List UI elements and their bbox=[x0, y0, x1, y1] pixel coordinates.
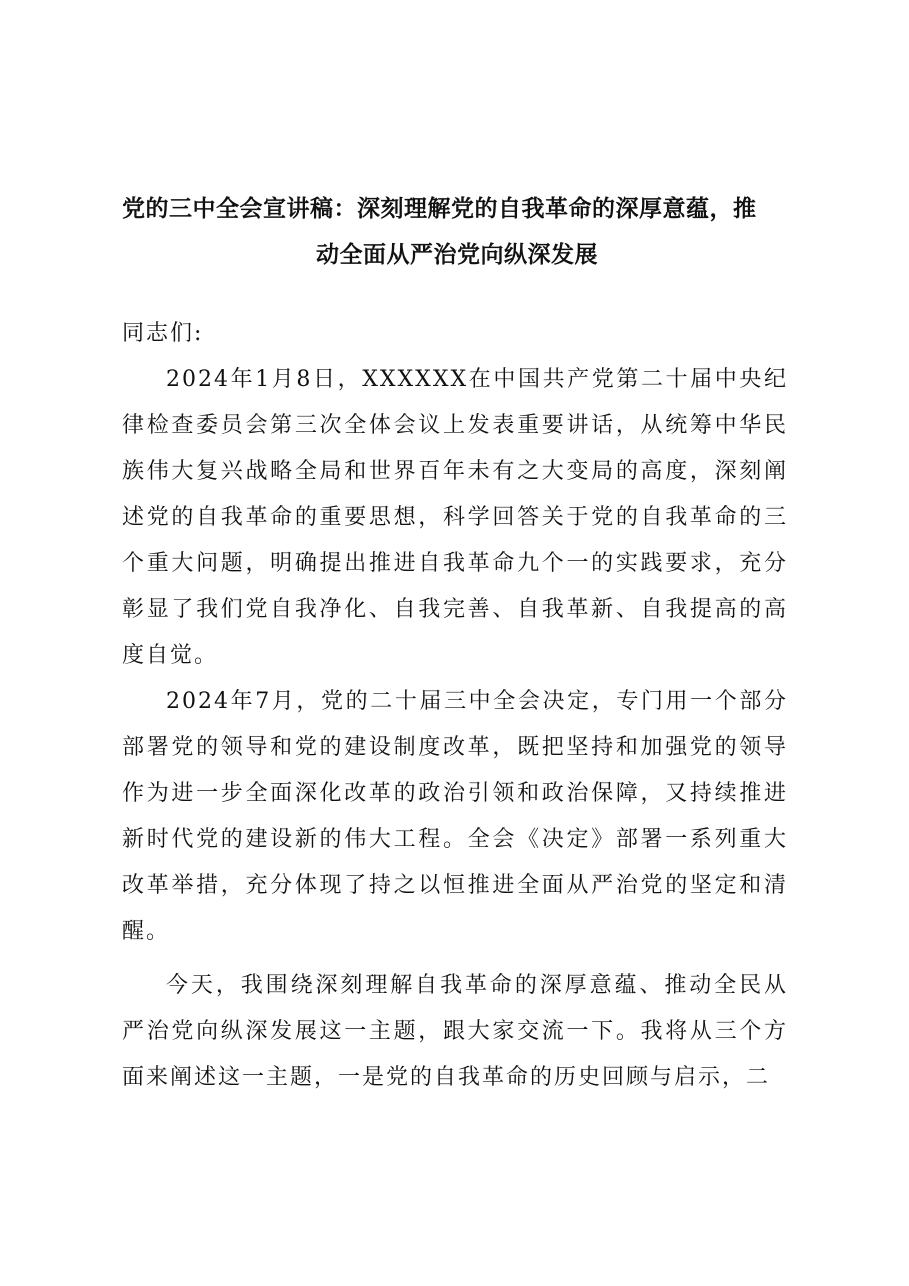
document-body bbox=[122, 311, 788, 1101]
document-title bbox=[122, 186, 792, 278]
title-line-2: 动全面从严治党向纵深发展 bbox=[316, 242, 598, 268]
paragraph-3: 今天，我围绕深刻理解自我革命的深厚意蕴、推动全民从严治党向纵深发展这一主题，跟大家交流一下。我将从三个方面来阐述这一主题，一是党的自我革命的历史回顾与启示，二 bbox=[122, 973, 788, 1090]
paragraph-1: 2024年1月8日，XXXXXX在中国共产党第二十届中央纪律检查委员会第三次全体会议上发表重要讲话，从统筹中华民族伟大复兴战略全局和世界百年未有之大变局的高度，深刻阐述党的自我革命的重要思想，科学回答关于党的自我革命的三个重大问题，明确提出推进自我革命九个一的实践要求，充分彰显了我们党自我净化、自我完善、自我革新、自我提高的高度自觉。 bbox=[122, 367, 788, 668]
paragraph-2: 2024年7月，党的二十届三中全会决定，专门用一个部分部署党的领导和党的建设制度改革，既把坚持和加强党的领导作为进一步全面深化改革的政治引领和政治保障，又持续推进新时代党的建设新的伟大工程。全会《决定》部署一系列重大改革举措，充分体现了持之以恒推进全面从严治党的坚定和清醒。 bbox=[122, 689, 788, 944]
title-line-1: 党的三中全会宣讲稿：深刻理解党的自我革命的深厚意蕴，推 bbox=[122, 196, 757, 222]
salutation: 同志们: bbox=[122, 321, 204, 346]
